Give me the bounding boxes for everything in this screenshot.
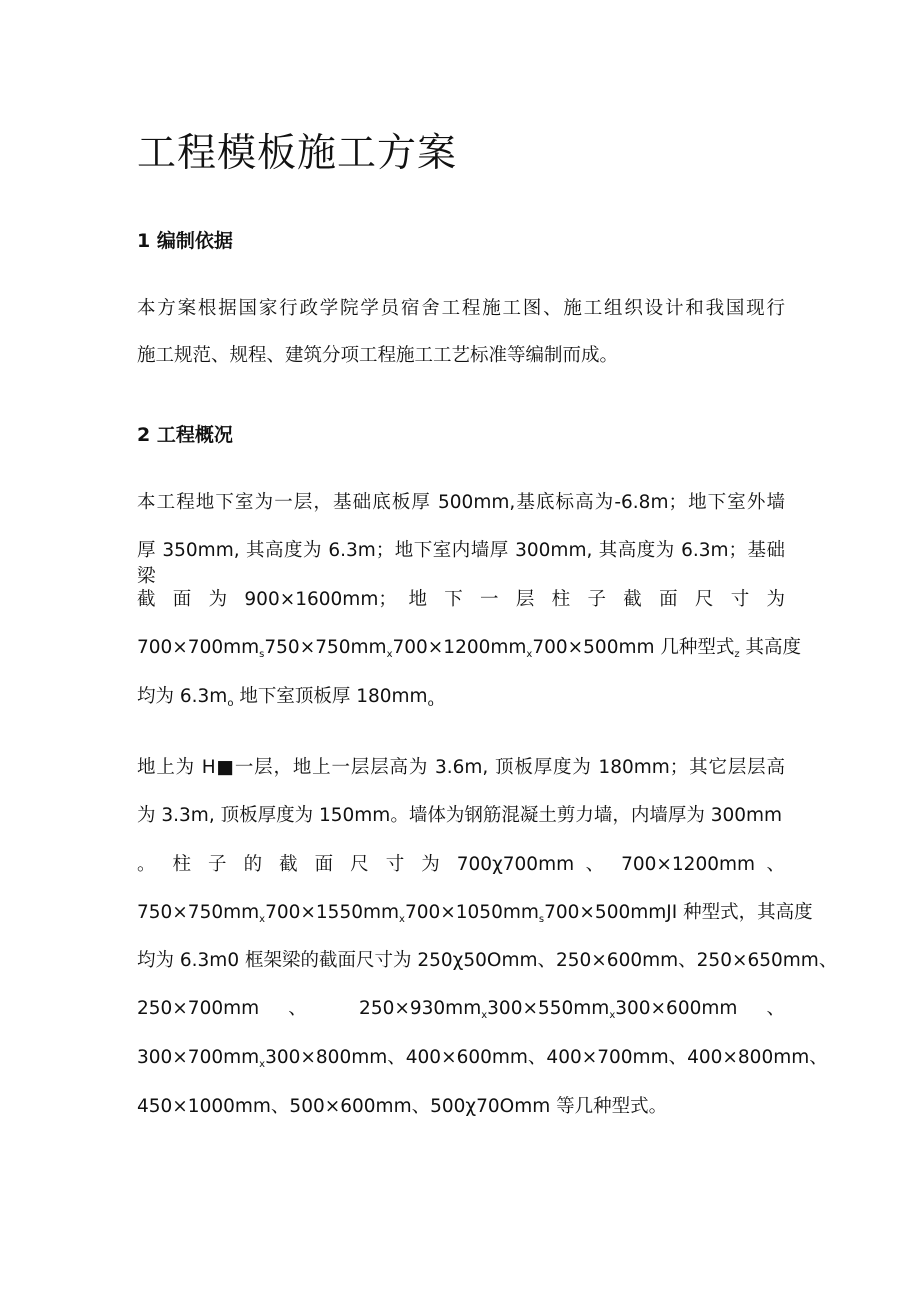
ocr-subscript: x bbox=[399, 914, 405, 925]
ocr-subscript: s bbox=[538, 914, 545, 925]
paragraph-line bbox=[137, 684, 434, 717]
text-run: 700×1550mm bbox=[265, 902, 400, 923]
ocr-subscript: o bbox=[427, 698, 434, 709]
section-heading: 1 编制依据 bbox=[137, 230, 233, 252]
text-run: 700×500mm 几种型式 bbox=[532, 637, 735, 658]
text-run: 地下室顶板厚 180mm bbox=[233, 686, 428, 707]
paragraph-line bbox=[137, 635, 801, 668]
text-run: 700×500mmJI 种型式，其高度 bbox=[544, 902, 813, 923]
paragraph-line: 。 柱 子 的 截 面 尺 寸 为 700χ700mm 、 700×1200mm 、 bbox=[137, 854, 785, 875]
ocr-subscript: x bbox=[481, 1010, 488, 1021]
paragraph-line bbox=[137, 900, 813, 933]
paragraph-line: 施工规范、规程、建筑分项工程施工工艺标准等编制而成。 bbox=[137, 345, 619, 366]
paragraph-line: 地上为 H■一层，地上一层层高为 3.6m, 顶板厚度为 180mm；其它层层高 bbox=[137, 757, 785, 778]
text-run: 其高度 bbox=[739, 637, 802, 658]
text-run: 300×800mm、400×600mm、400×700mm、400×800mm、 bbox=[265, 1047, 828, 1068]
text-run: 300×600mm 、 bbox=[615, 998, 786, 1019]
ocr-subscript: s bbox=[259, 649, 265, 660]
paragraph-line: 厚 350mm, 其高度为 6.3m；地下室内墙厚 300mm, 其高度为 6.3m；基础梁 bbox=[137, 540, 785, 587]
ocr-subscript: o bbox=[227, 698, 234, 709]
text-run: 250×700mm 、 250×930mm bbox=[137, 998, 482, 1019]
text-run: 700×700mm bbox=[137, 637, 260, 658]
text-run: 700×1050mm bbox=[404, 902, 539, 923]
paragraph-line bbox=[137, 996, 785, 1022]
section-heading: 2 工程概况 bbox=[137, 424, 233, 446]
ocr-subscript: x bbox=[609, 1010, 616, 1021]
paragraph-line: 截 面 为 900×1600mm； 地 下 一 层 柱 子 截 面 尺 寸 为 bbox=[137, 589, 785, 610]
paragraph-line bbox=[137, 1045, 828, 1078]
paragraph-line: 本工程地下室为一层，基础底板厚 500mm,基底标高为-6.8m；地下室外墙 bbox=[137, 492, 785, 513]
ocr-subscript: z bbox=[734, 649, 740, 660]
text-run: 700×1200mm bbox=[392, 637, 527, 658]
ocr-subscript: x bbox=[259, 914, 266, 925]
text-run: 300×550mm bbox=[487, 998, 610, 1019]
ocr-subscript: x bbox=[526, 649, 533, 660]
paragraph-line: 为 3.3m, 顶板厚度为 150mm。墙体为钢筋混凝土剪力墙，内墙厚为 300mm bbox=[137, 805, 783, 826]
text-run: 均为 6.3m bbox=[137, 686, 228, 707]
ocr-subscript: x bbox=[386, 649, 393, 660]
paragraph-line: 本方案根据国家行政学院学员宿舍工程施工图、施工组织设计和我国现行 bbox=[137, 298, 785, 319]
paragraph-line: 450×1000mm、500×600mm、500χ70Omm 等几种型式。 bbox=[137, 1096, 668, 1117]
text-run: 750×750mm bbox=[264, 637, 387, 658]
text-run: 750×750mm bbox=[137, 902, 260, 923]
text-run: 300×700mm bbox=[137, 1047, 260, 1068]
ocr-subscript: x bbox=[259, 1059, 266, 1070]
document-title: 工程模板施工方案 bbox=[137, 131, 458, 176]
paragraph-line: 均为 6.3m0 框架梁的截面尺寸为 250χ50Omm、250×600mm、250×650mm、 bbox=[137, 950, 838, 971]
